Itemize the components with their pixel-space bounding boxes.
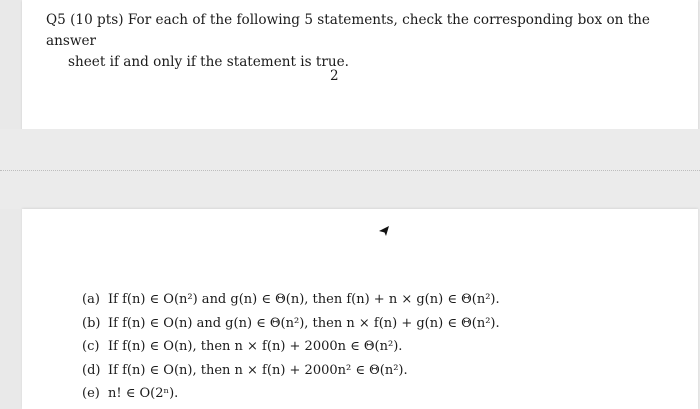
statement-label: (e) (82, 386, 100, 401)
page-gap (0, 129, 700, 209)
question-prompt-line1: For each of the following 5 statements, check the corresponding box on the answer (46, 12, 650, 49)
statement-d (82, 359, 500, 383)
question-text (46, 10, 666, 73)
statement-text: If f(n) ∈ O(n) and g(n) ∈ Θ(n²), then n × f(n) + g(n) ∈ Θ(n²). (108, 315, 500, 331)
page-top (22, 0, 698, 129)
page-divider (0, 170, 700, 171)
statement-label: (c) (82, 339, 100, 354)
statement-a (82, 288, 500, 312)
statement-text: If f(n) ∈ O(n), then n × f(n) + 2000n ∈ Θ(n²). (108, 339, 403, 354)
statement-label: (a) (82, 292, 100, 307)
statement-b (82, 312, 500, 336)
statement-text: If f(n) ∈ O(n), then n × f(n) + 2000n² ∈ Θ(n²). (108, 362, 408, 378)
statement-label: (d) (82, 362, 101, 378)
page-number: 2 (330, 68, 339, 84)
statement-label: (b) (82, 315, 101, 331)
question-prompt-line2: sheet if and only if the statement is true. (68, 54, 350, 70)
statement-list (82, 288, 500, 406)
statement-text: n! ∈ O(2ⁿ). (108, 386, 179, 401)
statement-c (82, 335, 500, 359)
statement-e (82, 382, 500, 406)
question-points: (10 pts) (70, 12, 124, 28)
question-number: Q5 (46, 12, 66, 28)
mouse-pointer-icon (378, 225, 390, 237)
statement-text: If f(n) ∈ O(n²) and g(n) ∈ Θ(n), then f(n) + n × g(n) ∈ Θ(n²). (108, 292, 500, 307)
